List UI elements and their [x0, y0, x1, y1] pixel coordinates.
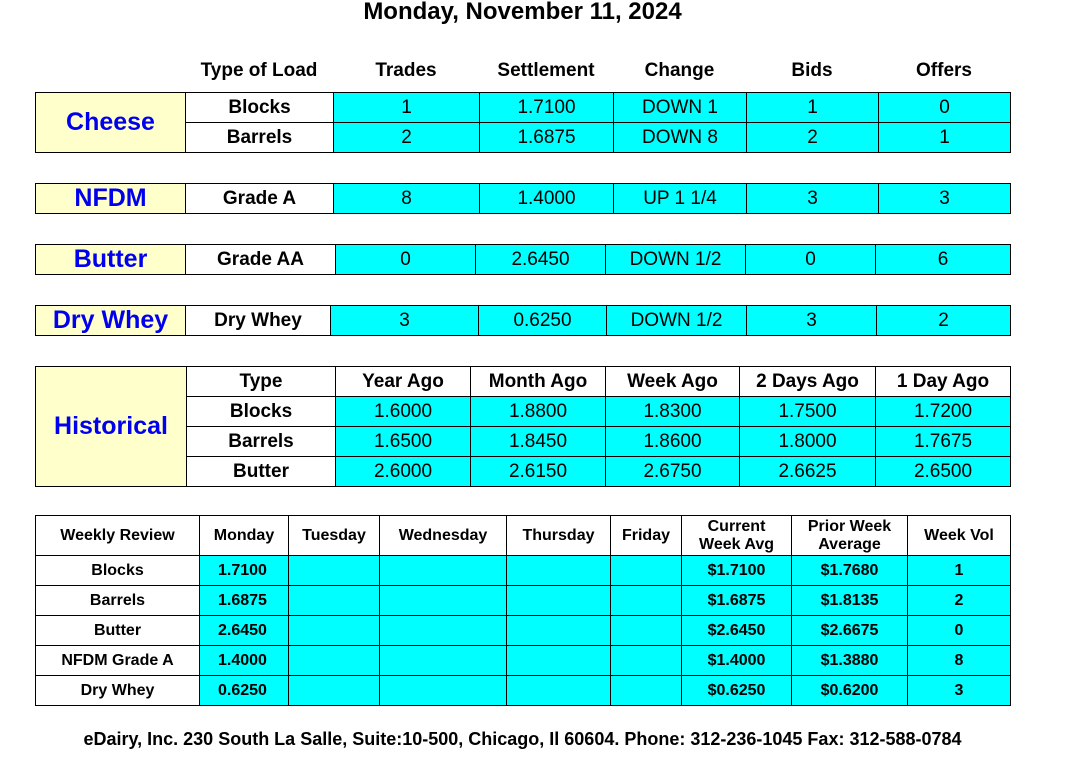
weekly-row-name: Blocks: [36, 556, 200, 586]
weekly-tuesday-value: [289, 616, 380, 646]
nfdm-table: [35, 183, 1011, 214]
dry-whey-change: DOWN 1/2: [607, 306, 747, 336]
historical-blocks-year-ago: 1.6000: [336, 397, 471, 427]
weekly-tuesday-value: [289, 676, 380, 706]
historical-header-week-ago: Week Ago: [606, 367, 740, 397]
weekly-wednesday-value: [380, 556, 507, 586]
butter-table: [35, 244, 1011, 275]
weekly-tuesday-value: [289, 586, 380, 616]
dry-whey-table: [35, 305, 1011, 336]
nfdm-trades: 8: [334, 184, 480, 214]
column-header-row: [35, 58, 1010, 84]
historical-butter-year-ago: 2.6000: [336, 457, 471, 487]
weekly-current-avg-value: $1.7100: [682, 556, 792, 586]
historical-blocks-week-ago: 1.8300: [606, 397, 740, 427]
butter-settlement: 2.6450: [476, 245, 606, 275]
weekly-header-review: Weekly Review: [36, 516, 200, 556]
cheese-barrels-change: DOWN 8: [614, 123, 747, 153]
header-settlement: Settlement: [497, 60, 595, 81]
weekly-row-barrels: [36, 586, 1011, 616]
historical-header-1-day-ago: 1 Day Ago: [876, 367, 1011, 397]
cheese-label: Cheese: [36, 93, 186, 153]
page-title: Monday, November 11, 2024: [363, 0, 682, 25]
weekly-tuesday-value: [289, 556, 380, 586]
weekly-monday-value: 1.7100: [200, 556, 289, 586]
historical-butter-month-ago: 2.6150: [471, 457, 606, 487]
weekly-header-friday: Friday: [611, 516, 682, 556]
dry-whey-bids: 3: [747, 306, 877, 336]
dry-whey-trades: 3: [331, 306, 479, 336]
cheese-barrels-settlement: 1.6875: [480, 123, 614, 153]
weekly-vol-value: 8: [908, 646, 1011, 676]
nfdm-label: NFDM: [36, 184, 186, 214]
weekly-friday-value: [611, 676, 682, 706]
header-change: Change: [644, 60, 715, 81]
historical-table: [35, 366, 1011, 487]
weekly-monday-value: 0.6250: [200, 676, 289, 706]
historical-barrels-1-day-ago: 1.7675: [876, 427, 1011, 457]
nfdm-settlement: 1.4000: [480, 184, 614, 214]
weekly-current-avg-value: $1.6875: [682, 586, 792, 616]
current-week-avg-line2: Week Avg: [699, 535, 774, 553]
weekly-current-avg-value: $2.6450: [682, 616, 792, 646]
weekly-row-name: Butter: [36, 616, 200, 646]
weekly-review-table: [35, 515, 1011, 706]
historical-barrels-2-days-ago: 1.8000: [740, 427, 876, 457]
header-type-of-load: Type of Load: [200, 60, 318, 81]
weekly-vol-value: 0: [908, 616, 1011, 646]
weekly-wednesday-value: [380, 586, 507, 616]
weekly-friday-value: [611, 586, 682, 616]
nfdm-change: UP 1 1/4: [614, 184, 747, 214]
historical-barrels-week-ago: 1.8600: [606, 427, 740, 457]
historical-butter-type: Butter: [187, 457, 336, 487]
weekly-prior-avg-value: $0.6200: [792, 676, 908, 706]
cheese-barrels-offers: 1: [879, 123, 1011, 153]
weekly-row-nfdm: [36, 646, 1011, 676]
weekly-vol-value: 3: [908, 676, 1011, 706]
weekly-prior-avg-value: $1.8135: [792, 586, 908, 616]
weekly-row-blocks: [36, 556, 1011, 586]
weekly-prior-avg-value: $1.3880: [792, 646, 908, 676]
dry-whey-type: Dry Whey: [186, 306, 331, 336]
weekly-thursday-value: [507, 556, 611, 586]
weekly-header-thursday: Thursday: [507, 516, 611, 556]
weekly-row-name: Barrels: [36, 586, 200, 616]
cheese-blocks-offers: 0: [879, 93, 1011, 123]
historical-blocks-type: Blocks: [187, 397, 336, 427]
historical-blocks-1-day-ago: 1.7200: [876, 397, 1011, 427]
prior-week-average-line1: Prior Week: [807, 517, 892, 535]
cheese-blocks-type: Blocks: [186, 93, 334, 123]
current-week-avg-line1: Current: [707, 517, 766, 535]
butter-offers: 6: [876, 245, 1011, 275]
weekly-wednesday-value: [380, 646, 507, 676]
weekly-row-dry-whey: [36, 676, 1011, 706]
prior-week-average-line2: Average: [818, 535, 881, 553]
header-trades: Trades: [375, 60, 437, 81]
cheese-blocks-change: DOWN 1: [614, 93, 747, 123]
nfdm-type: Grade A: [186, 184, 334, 214]
weekly-header-tuesday: Tuesday: [289, 516, 380, 556]
weekly-friday-value: [611, 646, 682, 676]
dry-whey-settlement: 0.6250: [479, 306, 607, 336]
weekly-vol-value: 1: [908, 556, 1011, 586]
weekly-tuesday-value: [289, 646, 380, 676]
butter-label: Butter: [36, 245, 186, 275]
weekly-current-avg-value: $0.6250: [682, 676, 792, 706]
cheese-blocks-trades: 1: [334, 93, 480, 123]
weekly-friday-value: [611, 556, 682, 586]
historical-butter-2-days-ago: 2.6625: [740, 457, 876, 487]
weekly-header-week-vol: Week Vol: [908, 516, 1011, 556]
weekly-prior-avg-value: $1.7680: [792, 556, 908, 586]
historical-barrels-type: Barrels: [187, 427, 336, 457]
weekly-row-name: NFDM Grade A: [36, 646, 200, 676]
weekly-row-butter: [36, 616, 1011, 646]
historical-butter-week-ago: 2.6750: [606, 457, 740, 487]
butter-bids: 0: [746, 245, 876, 275]
cheese-barrels-bids: 2: [747, 123, 879, 153]
cheese-blocks-settlement: 1.7100: [480, 93, 614, 123]
butter-change: DOWN 1/2: [606, 245, 746, 275]
historical-barrels-month-ago: 1.8450: [471, 427, 606, 457]
nfdm-bids: 3: [747, 184, 879, 214]
header-offers: Offers: [916, 60, 972, 81]
weekly-row-name: Dry Whey: [36, 676, 200, 706]
butter-trades: 0: [336, 245, 476, 275]
weekly-header-prior-week-average: [792, 516, 908, 556]
dry-whey-label: Dry Whey: [36, 306, 186, 336]
historical-label: Historical: [36, 367, 187, 487]
weekly-thursday-value: [507, 616, 611, 646]
historical-header-type: Type: [187, 367, 336, 397]
weekly-current-avg-value: $1.4000: [682, 646, 792, 676]
historical-header-month-ago: Month Ago: [471, 367, 606, 397]
weekly-header-monday: Monday: [200, 516, 289, 556]
historical-barrels-year-ago: 1.6500: [336, 427, 471, 457]
cheese-barrels-trades: 2: [334, 123, 480, 153]
cheese-barrels-type: Barrels: [186, 123, 334, 153]
weekly-header-wednesday: Wednesday: [380, 516, 507, 556]
weekly-prior-avg-value: $2.6675: [792, 616, 908, 646]
weekly-thursday-value: [507, 586, 611, 616]
historical-header-2-days-ago: 2 Days Ago: [740, 367, 876, 397]
weekly-wednesday-value: [380, 616, 507, 646]
historical-header-year-ago: Year Ago: [336, 367, 471, 397]
weekly-monday-value: 2.6450: [200, 616, 289, 646]
weekly-thursday-value: [507, 676, 611, 706]
weekly-wednesday-value: [380, 676, 507, 706]
weekly-friday-value: [611, 616, 682, 646]
historical-blocks-month-ago: 1.8800: [471, 397, 606, 427]
blank-header: [35, 58, 185, 84]
butter-type: Grade AA: [186, 245, 336, 275]
footer-contact: eDairy, Inc. 230 South La Salle, Suite:10-500, Chicago, Il 60604. Phone: 312-236-1045 Fax: 312-588-0784: [83, 729, 962, 749]
nfdm-offers: 3: [879, 184, 1011, 214]
weekly-monday-value: 1.4000: [200, 646, 289, 676]
weekly-thursday-value: [507, 646, 611, 676]
dry-whey-offers: 2: [877, 306, 1011, 336]
cheese-table: [35, 92, 1011, 153]
weekly-monday-value: 1.6875: [200, 586, 289, 616]
weekly-header-current-week-avg: [682, 516, 792, 556]
header-bids: Bids: [791, 60, 833, 81]
cheese-blocks-bids: 1: [747, 93, 879, 123]
historical-butter-1-day-ago: 2.6500: [876, 457, 1011, 487]
weekly-vol-value: 2: [908, 586, 1011, 616]
historical-blocks-2-days-ago: 1.7500: [740, 397, 876, 427]
